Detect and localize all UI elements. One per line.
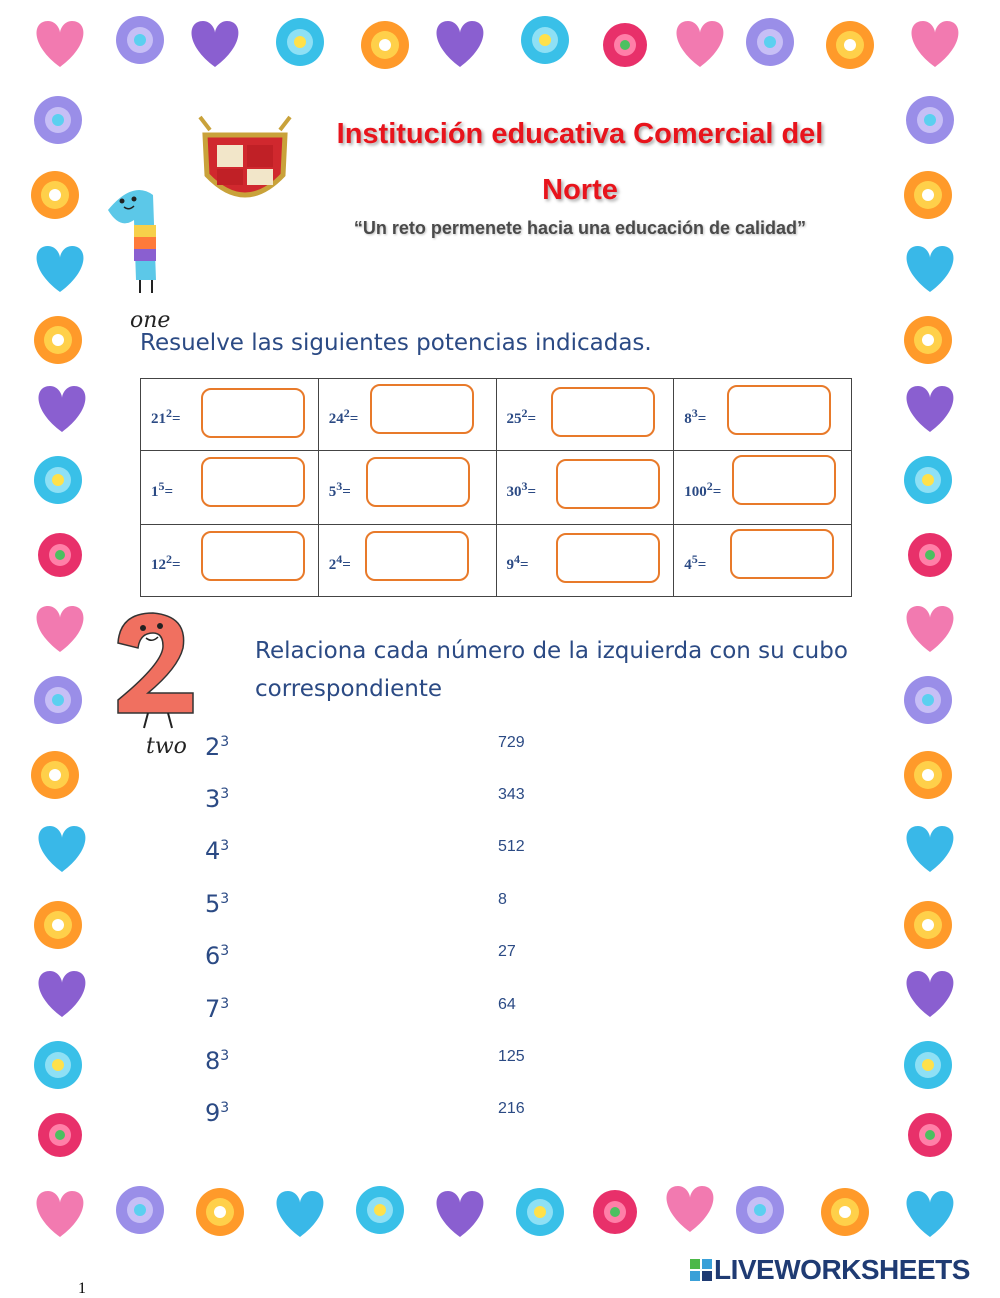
power-label: $2^4=$	[328, 551, 351, 573]
power-label: $100^2=$	[684, 478, 722, 500]
cube-right-item[interactable]: 729	[498, 734, 525, 751]
answer-input[interactable]	[201, 457, 305, 507]
power-cell	[496, 525, 674, 597]
cube-left-item[interactable]: $9^3$	[205, 1099, 230, 1127]
power-label: $9^4=$	[506, 551, 529, 573]
cube-right-item[interactable]: 125	[498, 1048, 525, 1065]
table-row	[141, 379, 852, 451]
cube-left-item[interactable]: $8^3$	[205, 1047, 230, 1075]
power-cell	[318, 525, 496, 597]
power-cell	[141, 525, 319, 597]
power-cell	[141, 379, 319, 451]
answer-input[interactable]	[551, 387, 655, 437]
brand-text: LIVEWORKSHEETS	[714, 1254, 970, 1285]
number-word-one: one	[130, 308, 171, 333]
power-cell	[318, 451, 496, 525]
answer-input[interactable]	[556, 533, 660, 583]
cube-right-item[interactable]: 64	[498, 996, 516, 1013]
cube-right-item[interactable]: 27	[498, 943, 516, 960]
power-label: $24^2=$	[328, 405, 359, 427]
power-label: $1^5=$	[151, 478, 174, 500]
power-label: $21^2=$	[151, 405, 181, 427]
power-label: $5^3=$	[328, 478, 351, 500]
cube-right-item[interactable]: 512	[498, 838, 525, 855]
answer-input[interactable]	[730, 529, 834, 579]
power-cell	[674, 451, 852, 525]
answer-input[interactable]	[370, 384, 474, 434]
liveworksheets-logo-icon	[690, 1259, 712, 1281]
cube-right-item[interactable]: 343	[498, 786, 525, 803]
answer-input[interactable]	[201, 388, 305, 438]
instruction-powers: Resuelve las siguientes potencias indicadas.	[140, 330, 652, 356]
answer-input[interactable]	[727, 385, 831, 435]
school-title: Institución educativa Comercial del Norte	[336, 118, 824, 206]
cube-left-item[interactable]: $3^3$	[205, 785, 230, 813]
answer-input[interactable]	[201, 531, 305, 581]
cube-left-item[interactable]: $4^3$	[205, 837, 230, 865]
number-word-two: two	[146, 734, 187, 759]
power-cell	[674, 525, 852, 597]
power-cell	[318, 379, 496, 451]
table-row	[141, 525, 852, 597]
cube-left-item[interactable]: $2^3$	[205, 733, 230, 761]
cube-right-item[interactable]: 216	[498, 1100, 525, 1117]
instruction-cubes: Relaciona cada número de la izquierda con su cubo correspondiente	[255, 638, 848, 702]
table-row	[141, 451, 852, 525]
power-cell	[141, 451, 319, 525]
cube-left-item[interactable]: $6^3$	[205, 942, 230, 970]
number-two-illustration	[108, 608, 203, 733]
answer-input[interactable]	[556, 459, 660, 509]
power-label: $8^3=$	[684, 405, 707, 427]
power-label: $25^2=$	[506, 405, 537, 427]
page-number: 1	[78, 1280, 86, 1297]
answer-input[interactable]	[366, 457, 470, 507]
power-label: $30^3=$	[506, 478, 537, 500]
liveworksheets-brand	[690, 1254, 970, 1286]
power-cell	[496, 451, 674, 525]
cube-right-item[interactable]: 8	[498, 891, 507, 908]
power-label: $12^2=$	[151, 551, 181, 573]
cube-left-item[interactable]: $7^3$	[205, 995, 230, 1023]
power-label: $4^5=$	[684, 551, 707, 573]
number-one-illustration	[98, 185, 178, 305]
school-crest-logo	[195, 115, 295, 215]
cube-left-item[interactable]: $5^3$	[205, 890, 230, 918]
power-cell	[496, 379, 674, 451]
powers-table	[140, 378, 852, 597]
answer-input[interactable]	[732, 455, 836, 505]
school-motto: “Un reto permenete hacia una educación de calidad”	[353, 218, 807, 238]
power-cell	[674, 379, 852, 451]
answer-input[interactable]	[365, 531, 469, 581]
